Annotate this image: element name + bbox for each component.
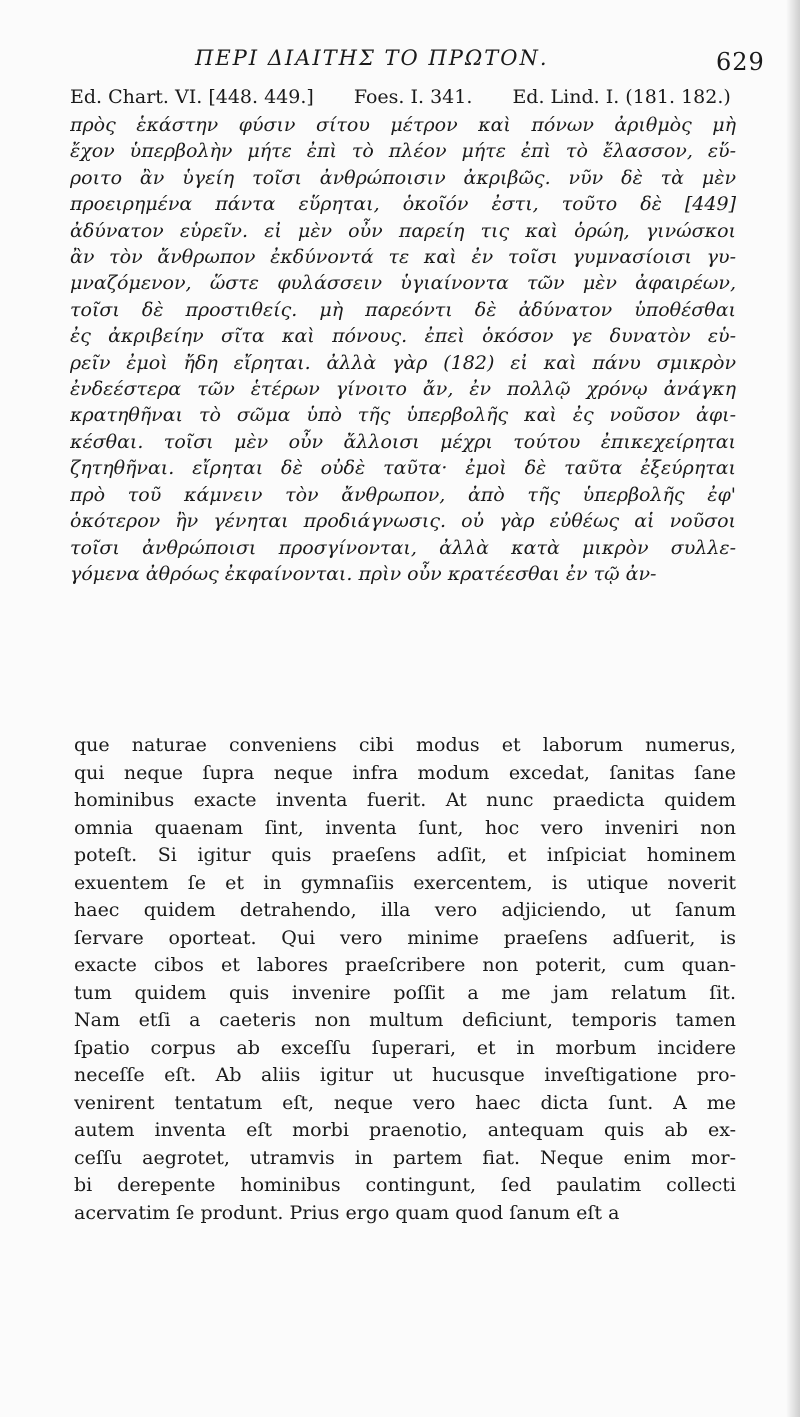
greek-text-line: πρὸς ἑκάστην φύσιν σίτου μέτρον καὶ πόνων ἀριθμὸς μὴ: [70, 114, 736, 136]
latin-text-line: haec quidem detrahendo, illa vero adjiciendo, ut ſanum: [74, 899, 736, 921]
latin-text-line: ſervare oporteat. Qui vero minime praeſens adſuerit, is: [74, 926, 736, 949]
latin-text-line: autem inventa eſt morbi praenotio, antequam quis ab ex-: [74, 1119, 736, 1141]
edition-reference-line: [70, 86, 741, 108]
greek-text-line: ἐνδεέστερα τῶν ἑτέρων γίνοιτο ἄν, ἐν πολλῷ χρόνῳ ἀνάγκη: [70, 378, 736, 401]
edition-foes-reference: Foes. I. 341.: [353, 86, 473, 108]
greek-text-block: [70, 112, 736, 587]
latin-text-line: ceſſu aegrotet, utramvis in partem fiat. Neque enim mor-: [74, 1146, 736, 1169]
greek-text-line: ἔχον ὑπερβολὴν μήτε ἐπὶ τὸ πλέον μήτε ἐπὶ τὸ ἔλασσον, εὕ-: [70, 140, 736, 163]
greek-text-line: ὁκότερον ἢν γένηται προδιάγνωσις. οὐ γὰρ εὐθέως αἱ νοῦσοι: [70, 510, 736, 533]
greek-text-line: ἀδύνατον εὑρεῖν. εἰ μὲν οὖν παρείη τις καὶ ὁρώη, γινώσκοι: [70, 219, 736, 242]
greek-text-line: κέσθαι. τοῖσι μὲν οὖν ἄλλοισι μέχρι τούτου ἐπικεχείρηται: [70, 430, 736, 453]
latin-text-line: venirent tentatum eſt, neque vero haec dicta ſunt. A me: [74, 1091, 736, 1114]
greek-text-line: ρεῖν ἐμοὶ ἤδη εἴρηται. ἀλλὰ γὰρ (182) εἰ καὶ πάνυ σμικρὸν: [70, 351, 736, 374]
latin-text-line: acervatim ſe produnt. Prius ergo quam quod ſanum eſt a: [74, 1201, 620, 1224]
latin-text-line: que naturae conveniens cibi modus et laborum numerus,: [74, 734, 736, 756]
latin-text-line: ſpatio corpus ab exceſſu ſuperari, et in morbum incidere: [74, 1036, 736, 1059]
latin-text-line: tum quidem quis invenire poſſit a me jam relatum ſit.: [74, 981, 736, 1004]
running-head: [0, 44, 800, 84]
greek-text-line: ροιτο ἂν ὑγείη τοῖσι ἀνθρώποισιν ἀκριβῶς. νῦν δὲ τὰ μὲν: [70, 166, 736, 189]
running-title: ΠΕΡΙ ΔΙΑΙΤΗΣ ΤΟ ΠΡΩΤΟΝ.: [195, 46, 549, 70]
greek-text-line: τοῖσι δὲ προστιθείς. μὴ παρεόντι δὲ ἀδύνατον ὑποθέσθαι: [70, 298, 736, 321]
latin-text-line: qui neque ſupra neque infra modum excedat, ſanitas ſane: [74, 761, 736, 784]
latin-text-line: bi derepente hominibus contingunt, ſed paulatim collecti: [74, 1174, 736, 1196]
page-number: 629: [716, 48, 765, 76]
latin-text-line: hominibus exacte inventa fuerit. At nunc praedicta quidem: [74, 789, 736, 811]
edition-lind-reference: Ed. Lind. I. (181. 182.): [512, 86, 731, 108]
latin-text-line: poteſt. Si igitur quis praeſens adſit, et inſpiciat hominem: [74, 844, 736, 866]
greek-text-line: μναζόμενον, ὥστε φυλάσσειν ὑγιαίνοντα τῶν μὲν ἀφαιρέων,: [70, 272, 736, 295]
edition-chart-reference: Ed. Chart. VI. [448. 449.]: [70, 86, 314, 108]
latin-text-line: exacte cibos et labores praeſcribere non poterit, cum quan-: [74, 954, 736, 976]
greek-text-line: ἂν τὸν ἄνθρωπον ἐκδύνοντά τε καὶ ἐν τοῖσι γυμνασίοισι γυ-: [70, 246, 736, 269]
latin-text-block: [74, 732, 736, 1227]
greek-text-line: τοῖσι ἀνθρώποισι προσγίνονται, ἀλλὰ κατὰ μικρὸν συλλε-: [70, 536, 736, 559]
latin-text-line: neceſſe eſt. Ab aliis igitur ut hucusque inveſtigatione pro-: [74, 1064, 736, 1086]
greek-text-line: προειρημένα πάντα εὕρηται, ὁκοῖόν ἐστι, τοῦτο δὲ [449]: [70, 193, 736, 216]
greek-text-line: ζητηθῆναι. εἴρηται δὲ οὐδὲ ταῦτα· ἐμοὶ δὲ ταῦτα ἐξεύρηται: [70, 457, 736, 480]
greek-text-line: γόμενα ἀθρόως ἐκφαίνονται. πρὶν οὖν κρατέεσθαι ἐν τῷ ἀν-: [70, 562, 657, 585]
latin-text-line: Nam etſi a caeteris non multum deficiunt, temporis tamen: [74, 1009, 736, 1031]
greek-text-line: κρατηθῆναι τὸ σῶμα ὑπὸ τῆς ὑπερβολῆς καὶ ἐς νοῦσον ἀφι-: [70, 404, 736, 427]
latin-text-line: omnia quaenam ſint, inventa ſunt, hoc vero inveniri non: [74, 816, 736, 839]
latin-text-line: exuentem ſe et in gymnaſiis exercentem, is utique noverit: [74, 871, 736, 894]
greek-text-line: πρὸ τοῦ κάμνειν τὸν ἄνθρωπον, ἀπὸ τῆς ὑπερβολῆς ἐφ': [70, 483, 736, 506]
greek-text-line: ἐς ἀκριβείην σῖτα καὶ πόνους. ἐπεὶ ὁκόσον γε δυνατὸν εὑ-: [70, 325, 736, 348]
